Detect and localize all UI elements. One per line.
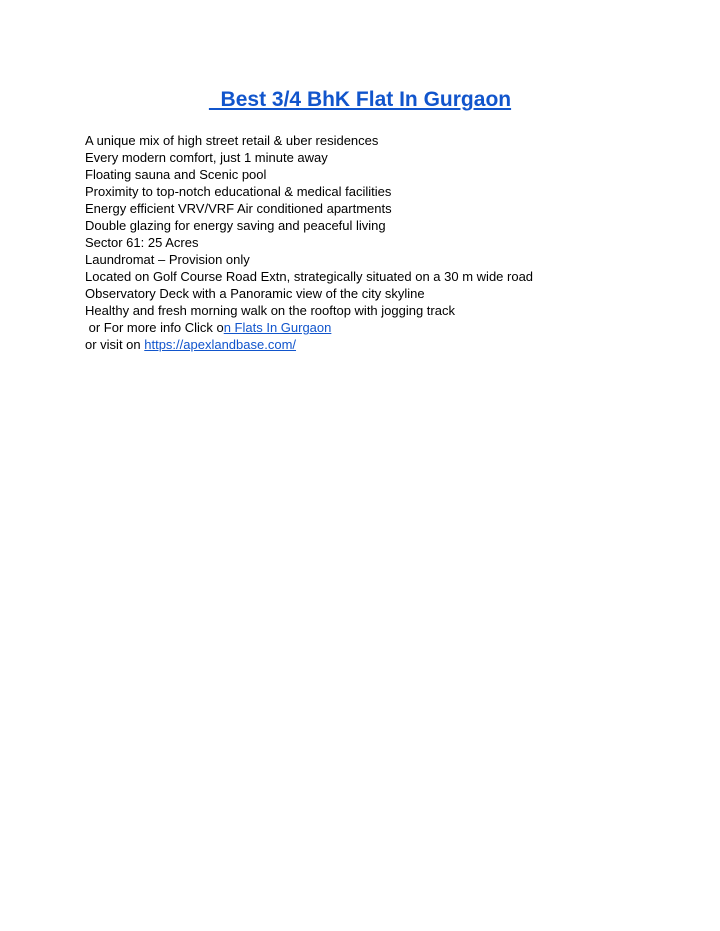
- more-info-prefix: or For more info Click o: [85, 320, 224, 335]
- feature-line: Energy efficient VRV/VRF Air conditioned apartments: [85, 201, 392, 216]
- feature-line: Laundromat – Provision only: [85, 252, 250, 267]
- feature-line: Floating sauna and Scenic pool: [85, 167, 267, 182]
- feature-line: Double glazing for energy saving and peaceful living: [85, 218, 386, 233]
- page-title: [0, 86, 720, 114]
- feature-line: Observatory Deck with a Panoramic view of the city skyline: [85, 286, 425, 301]
- feature-line: Healthy and fresh morning walk on the rooftop with jogging track: [85, 303, 455, 318]
- title-link[interactable]: Best 3/4 BhK Flat In Gurgaon: [208, 88, 512, 111]
- more-info-line: [85, 319, 685, 336]
- feature-line: Located on Golf Course Road Extn, strategically situated on a 30 m wide road: [85, 269, 534, 284]
- feature-line: A unique mix of high street retail & uber residences: [85, 133, 379, 148]
- feature-line: Proximity to top-notch educational & medical facilities: [85, 184, 392, 199]
- visit-prefix: or visit on: [85, 337, 145, 352]
- flats-in-gurgaon-link[interactable]: n Flats In Gurgaon: [223, 320, 332, 335]
- feature-line: Every modern comfort, just 1 minute away: [85, 150, 328, 165]
- website-link[interactable]: https://apexlandbase.com/: [144, 337, 297, 352]
- feature-line: Sector 61: 25 Acres: [85, 235, 199, 250]
- feature-list: [85, 132, 685, 353]
- visit-line: [85, 336, 685, 353]
